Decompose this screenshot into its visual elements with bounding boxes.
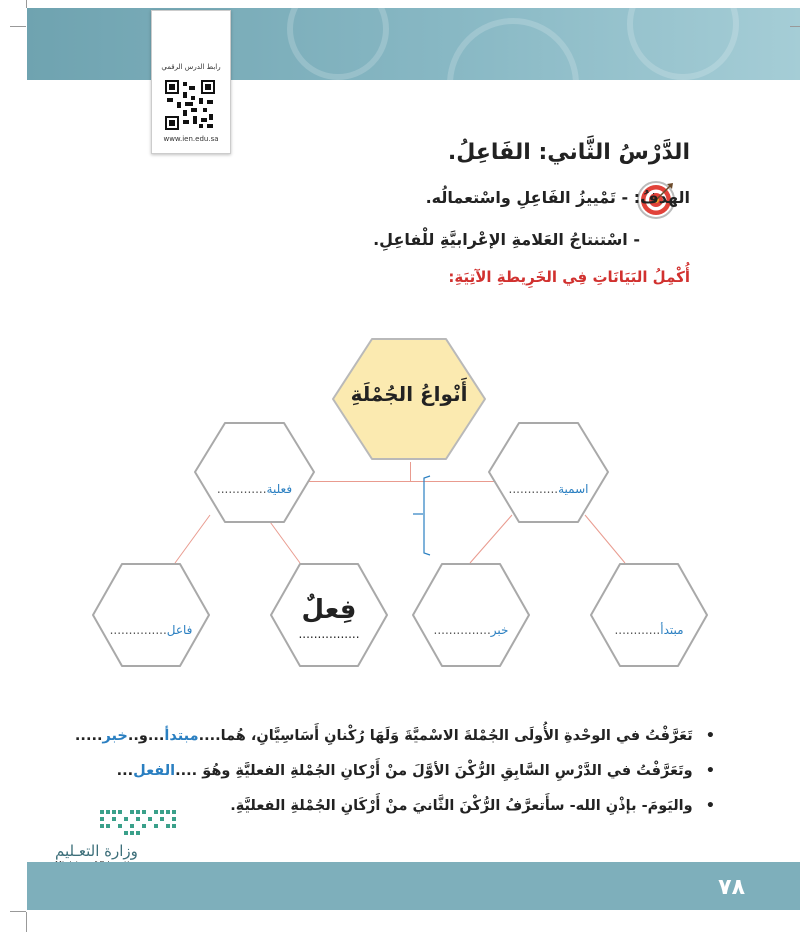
doer-field[interactable] <box>90 623 212 637</box>
bullet-text: تَعَرَّفْتُ في الوحْدةِ الأُولَى الجُمْلةَ الاسْميَّةَ وَلَهَا رُكْنانِ أَسَاسِيَّانِ، هُما.... <box>198 728 693 744</box>
verbal-field[interactable] <box>192 482 317 496</box>
bullet-answer[interactable]: الفعل <box>133 763 176 779</box>
bullet-answer[interactable]: مبتدأ <box>164 728 199 744</box>
bullet-answer[interactable]: خبر <box>102 728 128 744</box>
ministry-emblem-icon <box>55 808 195 838</box>
predicate-field[interactable] <box>410 623 532 637</box>
hex-mubtada <box>588 561 710 669</box>
list-item <box>75 728 715 744</box>
crop-mark <box>790 26 800 27</box>
hex-nominal <box>486 420 611 525</box>
bracket-icon <box>424 476 430 555</box>
mubtada-field[interactable] <box>588 623 710 637</box>
footer-band <box>27 862 800 910</box>
qr-caption: رابط الدرس الرقمي <box>161 63 221 71</box>
qr-card[interactable] <box>151 10 231 154</box>
crop-mark <box>26 912 27 932</box>
predicate-answer: خبر <box>490 623 509 637</box>
answer-dots: ............... <box>109 623 167 637</box>
answer-dots: ............. <box>216 482 267 496</box>
hex-predicate <box>410 561 532 669</box>
lesson-title: الدَّرْسُ الثَّاني: الفَاعِلُ. <box>447 140 690 165</box>
goal-2: - اسْتنتاجُ العَلامةِ الإعْرابيَّةِ للْفاعِلِ. <box>373 230 640 249</box>
hexagon-shape <box>410 561 532 669</box>
hexagon-shape <box>588 561 710 669</box>
bullet-text: ..... <box>74 728 103 744</box>
bullet-text: وتَعَرَّفْتُ في الدَّرْسِ السَّابِقِ الرُّكْنَ الأوَّلَ منْ أَرْكانِ الجُمْلةِ الفعليَّةِ وهُوَ .... <box>175 763 693 779</box>
doer-answer: فاعل <box>166 623 193 637</box>
answer-dots: ............. <box>508 482 559 496</box>
goal-1: - تَمْييزُ الفَاعِلِ واسْتعمالُه. <box>425 188 629 207</box>
hexagon-shape <box>192 420 317 525</box>
answer-dots: ............ <box>614 623 661 637</box>
verbal-answer: فعلية <box>266 482 293 496</box>
crop-mark <box>26 0 27 8</box>
decor-circle <box>627 8 739 80</box>
goal-line-1 <box>426 188 690 207</box>
page-number: ٧٨ <box>718 875 745 900</box>
bullet-text: واليَومَ- بإذْنِ الله- سأَتعرَّفُ الرُّكْنَ الثَّانيَ منْ أَرْكَانِ الجُمْلةِ الفعليَّةِ. <box>230 798 693 814</box>
connector-line <box>410 462 411 482</box>
crop-mark <box>10 26 26 27</box>
ministry-name-ar: وزارة التعـليم <box>55 842 138 860</box>
hex-root <box>330 336 488 462</box>
answer-dots: ............... <box>433 623 491 637</box>
root-label: أَنْواعُ الجُمْلَةِ <box>350 382 468 406</box>
connector-line <box>308 481 508 482</box>
bullet-text: ... <box>116 763 134 779</box>
decor-circle <box>447 18 579 80</box>
goal-label: الهدفُ: <box>633 188 690 207</box>
map-instruction: أُكْمِلُ البَيَانَاتِ فِي الخَرِيطةِ الآتِيَةِ: <box>448 268 690 286</box>
bullet-text: ...و.. <box>127 728 165 744</box>
header-band <box>27 8 800 80</box>
hex-doer <box>90 561 212 669</box>
nominal-answer: اسمية <box>558 482 589 496</box>
answer-dots[interactable]: ................ <box>298 627 360 641</box>
verb-answer: فِعلٌ <box>301 595 357 625</box>
hex-verb <box>268 561 390 669</box>
nominal-field[interactable] <box>486 482 611 496</box>
mubtada-answer: مبتدأ <box>660 623 684 637</box>
hexagon-shape <box>486 420 611 525</box>
list-item <box>75 763 715 779</box>
qr-code-icon[interactable] <box>165 80 215 130</box>
decor-circle <box>287 8 389 80</box>
qr-url[interactable]: www.ien.edu.sa <box>163 135 219 143</box>
crop-mark <box>10 911 26 912</box>
hex-verbal <box>192 420 317 525</box>
hexagon-shape <box>90 561 212 669</box>
